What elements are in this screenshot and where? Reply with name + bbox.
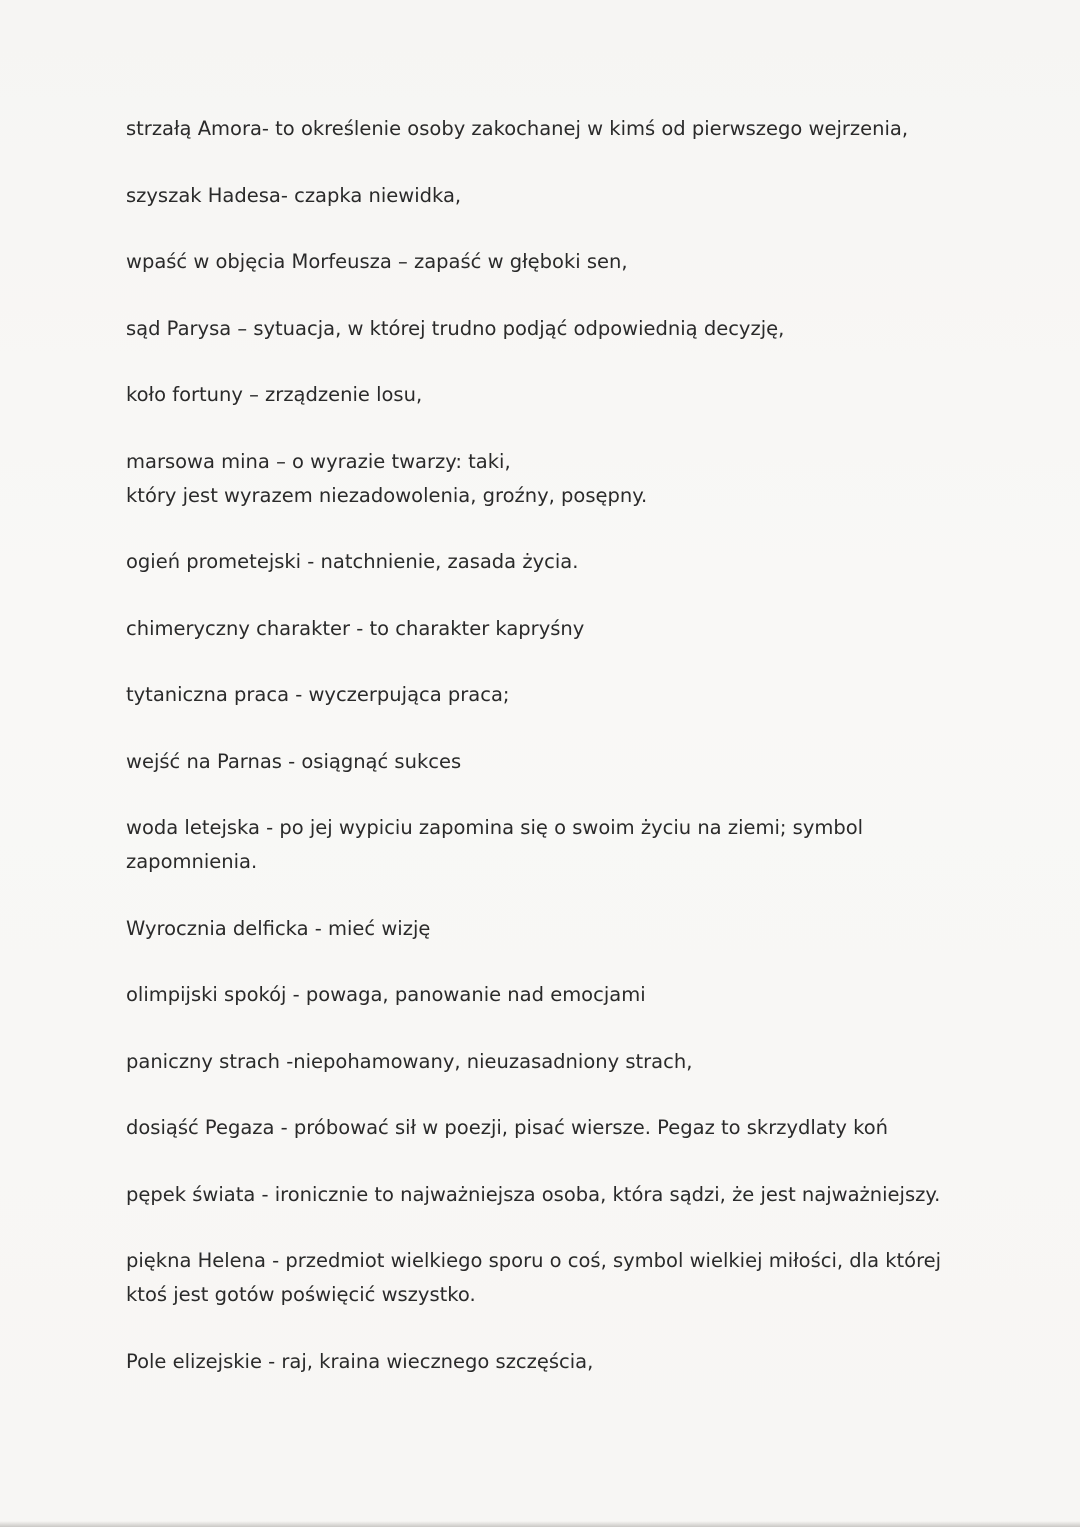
phrase-entry [126,445,1006,513]
phrase-text-line: wpaść w objęcia Morfeusza – zapaść w głęboki sen, [126,250,628,273]
phrase-text-line: marsowa mina – o wyrazie twarzy: taki, [126,449,511,473]
phrase-entry [126,1345,1006,1379]
phrase-entry [126,1045,1006,1079]
phrase-entry [126,978,1006,1012]
phrase-text-line: olimpijski spokój - powaga, panowanie nad emocjami [126,983,646,1006]
phrase-text-line: koło fortuny – zrządzenie losu, [126,383,423,406]
phrase-entry [126,912,1006,946]
phrase-entry [126,112,1006,146]
phrase-entry [126,179,1006,213]
phrase-entry [126,612,1006,646]
phrase-text-line: sąd Parysa – sytuacja, w której trudno podjąć odpowiednią decyzję, [126,316,785,340]
phrase-text-line: piękna Helena - przedmiot wielkiego sporu o coś, symbol wielkiej miłości, dla której [126,1249,942,1272]
phrase-text-line: ktoś jest gotów poświęcić wszystko. [126,1283,476,1306]
phrase-entry [126,1178,1006,1212]
phrase-entry [126,312,1006,346]
phrase-text-line: paniczny strach -niepohamowany, nieuzasadniony strach, [126,1049,693,1073]
phrase-entry [126,545,1006,579]
phrase-entry [126,745,1006,779]
phrase-text-line: pępek świata - ironicznie to najważniejsza osoba, która sądzi, że jest najważniejszy. [126,1182,941,1206]
phrase-text-line: który jest wyrazem niezadowolenia, groźny, posępny. [126,483,648,507]
phrase-entry [126,378,1006,412]
phrase-entry [126,1111,1006,1145]
phrase-text-line: Pole elizejskie - raj, kraina wiecznego szczęścia, [126,1349,594,1373]
phrase-text-line: tytaniczna praca - wyczerpująca praca; [126,683,510,706]
phrase-text-line: woda letejska - po jej wypiciu zapomina się o swoim życiu na ziemi; symbol [126,816,864,839]
phrase-text-line: strzałą Amora- to określenie osoby zakochanej w kimś od pierwszego wejrzenia, [126,117,909,140]
page-bottom-edge [0,1521,1080,1527]
phrase-text-line: ogień prometejski - natchnienie, zasada życia. [126,550,579,573]
phrase-entry [126,811,1006,879]
phrase-text-line: zapomnienia. [126,850,258,873]
phrase-text-line: szyszak Hadesa- czapka niewidka, [126,183,462,207]
phrase-entry [126,678,1006,712]
phrase-entry [126,1244,1006,1312]
phrase-entry [126,245,1006,279]
phrase-text-line: Wyrocznia delficka - mieć wizję [126,916,431,940]
phrase-text-line: wejść na Parnas - osiągnąć sukces [126,749,462,773]
phrase-text-line: dosiąść Pegaza - próbować sił w poezji, pisać wiersze. Pegaz to skrzydlaty koń [126,1116,889,1139]
phrase-text-line: chimeryczny charakter - to charakter kapryśny [126,616,585,640]
phrase-list [126,112,1006,1411]
